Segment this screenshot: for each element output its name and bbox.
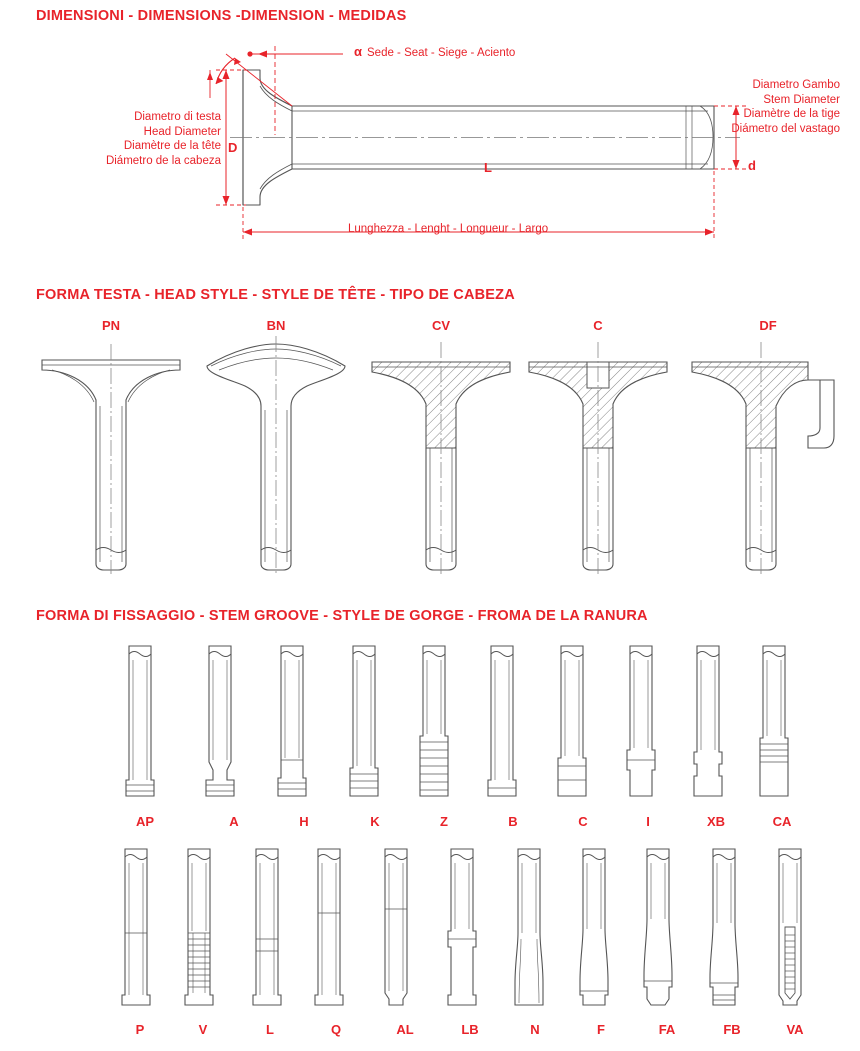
seat-angle-label: Sede - Seat - Siege - Aciento [367,47,516,59]
stem-groove-c-drawing [548,640,596,805]
head-style-df-drawing [688,336,838,576]
stem-groove-k-drawing [340,640,388,805]
stem-groove-f-drawing [570,843,618,1013]
section-title-dimensions: DIMENSIONI - DIMENSIONS -DIMENSION - MEDIDAS [36,8,407,24]
stem-groove-va-drawing [766,843,814,1013]
stem-diameter-line-it: Diametro Gambo [752,79,840,91]
stem-groove-al-drawing [372,843,420,1013]
stem-groove-code-lb: LB [461,1022,479,1037]
head-diameter-label [36,110,221,169]
stem-groove-z-drawing [410,640,458,805]
stem-groove-code-v: V [198,1022,208,1037]
stem-groove-code-fa: FA [658,1022,676,1037]
head-diameter-symbol: D [228,140,238,155]
section-title-head-style: FORMA TESTA - HEAD STYLE - STYLE DE TÊTE - TIPO DE CABEZA [36,287,515,303]
stem-diameter-line-es: Diámetro del vastago [731,123,840,136]
stem-groove-h-drawing [268,640,316,805]
stem-groove-ap-drawing [116,640,164,805]
head-diameter-line-es: Diámetro de la cabeza [105,155,221,168]
head-style-pn-drawing [38,336,184,576]
head-diameter-line-fr: Diamètre de la tête [123,140,221,153]
stem-groove-code-b: B [508,814,518,829]
stem-groove-lb-drawing [438,843,486,1013]
stem-groove-code-l: L [266,1022,274,1037]
stem-groove-code-k: K [370,814,380,829]
stem-diameter-symbol: d [748,158,756,173]
stem-diameter-label [630,78,840,137]
section-title-stem-groove: FORMA DI FISSAGGIO - STEM GROOVE - STYLE DE GORGE - FROMA DE LA RANURA [36,608,648,624]
stem-groove-code-n: N [530,1022,540,1037]
stem-groove-code-i: I [646,814,650,829]
stem-groove-ca-drawing [750,640,798,805]
head-style-code-bn: BN [266,318,286,333]
length-label: Lunghezza - Lenght - Longueur - Largo [348,223,549,235]
head-diameter-line-it: Diametro di testa [134,111,221,123]
head-diameter-line-en: Head Diameter [143,125,221,138]
head-style-c-drawing [525,336,671,576]
stem-groove-code-a: A [229,814,239,829]
stem-groove-code-ca: CA [772,814,792,829]
head-style-code-pn: PN [101,318,121,333]
head-style-code-c: C [593,318,603,333]
head-style-code-cv: CV [431,318,451,333]
head-style-bn-drawing [203,336,349,576]
stem-groove-code-f: F [597,1022,605,1037]
stem-groove-code-fb: FB [723,1022,741,1037]
stem-groove-code-va: VA [786,1022,804,1037]
stem-groove-xb-drawing [684,640,732,805]
length-symbol: L [484,160,492,175]
seat-angle-symbol: α [354,44,362,59]
stem-groove-code-h: H [299,814,309,829]
stem-diameter-line-en: Stem Diameter [763,93,840,106]
stem-groove-fa-drawing [634,843,682,1013]
stem-groove-q-drawing [305,843,353,1013]
stem-groove-n-drawing [505,843,553,1013]
head-style-code-df: DF [759,318,777,333]
stem-groove-i-drawing [617,640,665,805]
stem-groove-code-q: Q [330,1022,342,1037]
stem-groove-fb-drawing [700,843,748,1013]
stem-groove-b-drawing [478,640,526,805]
stem-groove-code-z: Z [440,814,448,829]
stem-groove-code-p: P [135,1022,145,1037]
stem-groove-code-c: C [578,814,588,829]
stem-diameter-line-fr: Diamètre de la tige [743,108,840,121]
stem-groove-code-al: AL [396,1022,414,1037]
stem-groove-v-drawing [175,843,223,1013]
stem-groove-code-ap: AP [135,814,155,829]
stem-groove-a-drawing [196,640,244,805]
stem-groove-p-drawing [112,843,160,1013]
head-style-cv-drawing [368,336,514,576]
stem-groove-code-xb: XB [706,814,726,829]
stem-groove-l-drawing [243,843,291,1013]
